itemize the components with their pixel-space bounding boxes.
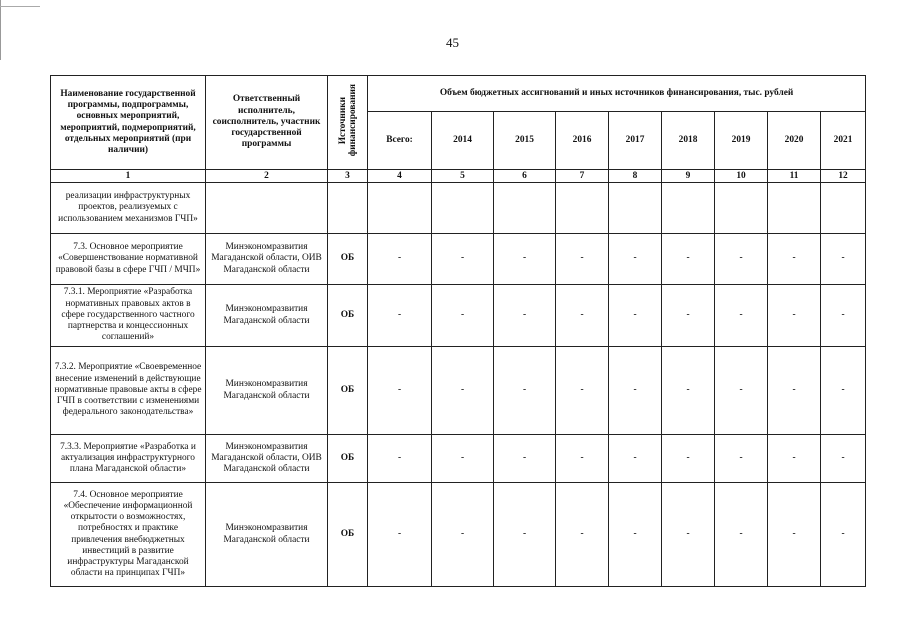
row-value: - [368, 435, 432, 483]
row-value: - [494, 435, 556, 483]
row-name: 7.3.1. Мероприятие «Разработка нормативных правовых актов в сфере государственного частного партнерства и концессионных соглашений» [51, 285, 206, 347]
column-number: 4 [368, 170, 432, 183]
row-value: - [432, 347, 494, 435]
row-responsible: Минэкономразвития Магаданской области, ОИВ Магаданской области [206, 435, 328, 483]
column-number: 8 [609, 170, 662, 183]
row-value: - [768, 347, 821, 435]
funding-table [50, 75, 866, 587]
column-number: 9 [662, 170, 715, 183]
header-year: 2018 [662, 112, 715, 170]
row-value: - [662, 234, 715, 285]
header-total: Всего: [368, 112, 432, 170]
column-number: 7 [556, 170, 609, 183]
column-number: 6 [494, 170, 556, 183]
row-value: - [494, 234, 556, 285]
row-value: - [768, 435, 821, 483]
row-responsible: Минэкономразвития Магаданской области [206, 483, 328, 587]
row-value: - [432, 483, 494, 587]
row-value [715, 183, 768, 234]
header-name: Наименование государственной программы, подпрограммы, основных мероприятий, мероприятий, подмероприятий, отдельных мероприятий (при наличии) [51, 76, 206, 170]
row-value: - [494, 483, 556, 587]
row-value: - [556, 234, 609, 285]
header-source [328, 76, 368, 170]
row-source: ОБ [328, 285, 368, 347]
scan-margin-line [0, 0, 1, 60]
column-number: 11 [768, 170, 821, 183]
row-value [556, 183, 609, 234]
row-value: - [432, 234, 494, 285]
row-value: - [821, 234, 866, 285]
column-number: 10 [715, 170, 768, 183]
table-row [51, 183, 866, 234]
table-row [51, 347, 866, 435]
row-source: ОБ [328, 483, 368, 587]
column-number: 3 [328, 170, 368, 183]
row-value: - [821, 483, 866, 587]
column-number: 12 [821, 170, 866, 183]
row-value: - [609, 483, 662, 587]
row-value: - [368, 483, 432, 587]
row-value: - [715, 435, 768, 483]
row-value: - [821, 435, 866, 483]
row-value: - [432, 435, 494, 483]
row-value [662, 183, 715, 234]
row-value: - [662, 347, 715, 435]
column-number: 1 [51, 170, 206, 183]
row-value: - [662, 483, 715, 587]
row-value: - [556, 347, 609, 435]
row-source: ОБ [328, 347, 368, 435]
row-responsible: Минэкономразвития Магаданской области [206, 347, 328, 435]
row-source [328, 183, 368, 234]
row-value: - [715, 483, 768, 587]
header-year: 2015 [494, 112, 556, 170]
row-value: - [662, 435, 715, 483]
row-value: - [821, 347, 866, 435]
header-year: 2020 [768, 112, 821, 170]
column-number-row [51, 170, 866, 183]
row-value: - [715, 285, 768, 347]
row-value: - [609, 435, 662, 483]
row-value: - [368, 234, 432, 285]
row-value: - [768, 234, 821, 285]
row-value: - [821, 285, 866, 347]
row-value: - [609, 234, 662, 285]
header-year: 2021 [821, 112, 866, 170]
header-funding: Объем бюджетных ассигнований и иных источников финансирования, тыс. рублей [368, 76, 866, 112]
row-value: - [768, 285, 821, 347]
row-responsible: Минэкономразвития Магаданской области, ОИВ Магаданской области [206, 234, 328, 285]
row-value: - [556, 285, 609, 347]
row-value: - [715, 234, 768, 285]
row-source: ОБ [328, 435, 368, 483]
header-year: 2016 [556, 112, 609, 170]
row-value: - [662, 285, 715, 347]
header-year: 2014 [432, 112, 494, 170]
table-row [51, 435, 866, 483]
row-value: - [556, 483, 609, 587]
row-value: - [609, 347, 662, 435]
table-row [51, 234, 866, 285]
row-value: - [368, 285, 432, 347]
row-name: 7.4. Основное мероприятие «Обеспечение информационной открытости о возможностях, потребностях и практике привлечения внебюджетных инвестиций в развитие инфраструктуры Магаданской области на принципах ГЧП» [51, 483, 206, 587]
row-value: - [494, 285, 556, 347]
row-responsible: Минэкономразвития Магаданской области [206, 285, 328, 347]
header-responsible: Ответственный исполнитель, соисполнитель, участник государственной программы [206, 76, 328, 170]
row-name: 7.3.2. Мероприятие «Своевременное внесение изменений в действующие нормативные правовые акты в сфере ГЧП в соответствии с изменениями федерального законодательства» [51, 347, 206, 435]
row-source: ОБ [328, 234, 368, 285]
row-value [494, 183, 556, 234]
row-value: - [768, 483, 821, 587]
row-value [432, 183, 494, 234]
row-value: - [715, 347, 768, 435]
row-value [821, 183, 866, 234]
row-value [609, 183, 662, 234]
row-value: - [368, 347, 432, 435]
row-value [768, 183, 821, 234]
header-source-text: Источники финансирования [337, 84, 358, 157]
row-value: - [432, 285, 494, 347]
header-year: 2017 [609, 112, 662, 170]
row-value: - [494, 347, 556, 435]
row-name: реализации инфраструктурных проектов, реализуемых с использованием механизмов ГЧП» [51, 183, 206, 234]
column-number: 5 [432, 170, 494, 183]
row-name: 7.3.3. Мероприятие «Разработка и актуализация инфраструктурного плана Магаданской области» [51, 435, 206, 483]
table-row [51, 285, 866, 347]
row-responsible [206, 183, 328, 234]
page-number: 45 [446, 35, 459, 50]
row-value: - [556, 435, 609, 483]
column-number: 2 [206, 170, 328, 183]
row-value [368, 183, 432, 234]
header-year: 2019 [715, 112, 768, 170]
scan-margin-tick [0, 6, 40, 7]
row-name: 7.3. Основное мероприятие «Совершенствование нормативной правовой базы в сфере ГЧП / МЧП» [51, 234, 206, 285]
table-row [51, 483, 866, 587]
row-value: - [609, 285, 662, 347]
